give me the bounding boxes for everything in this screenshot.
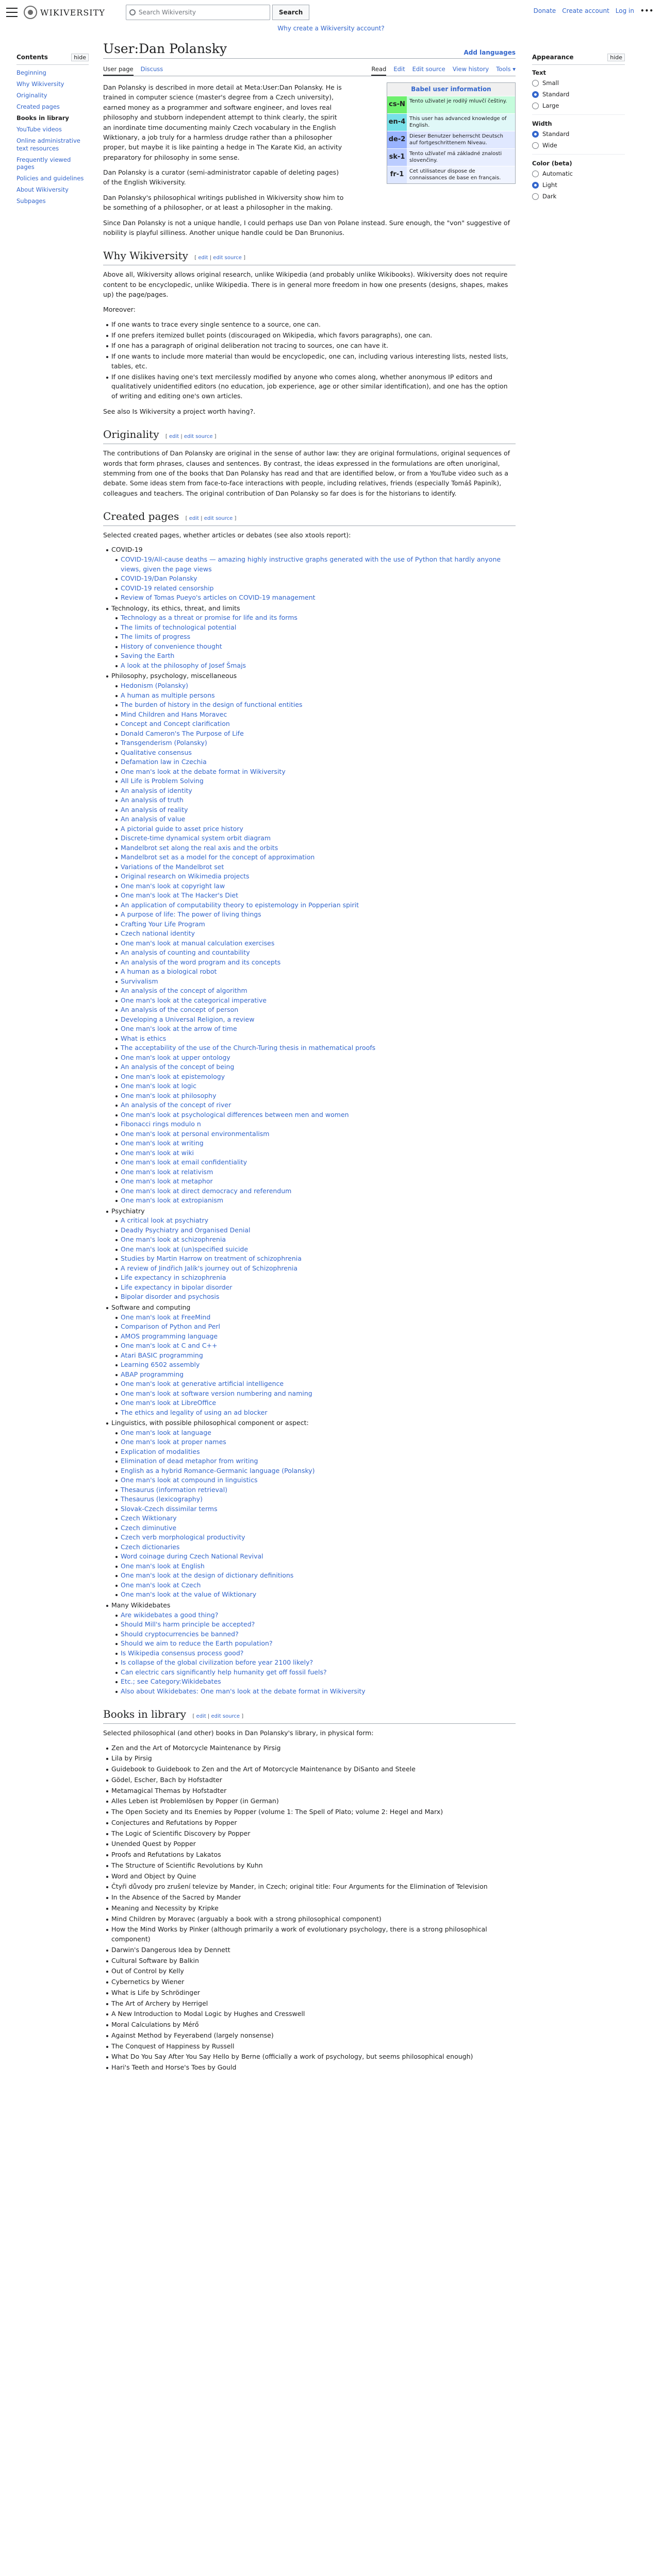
site-logo[interactable]	[24, 6, 105, 19]
babel-text: Tento užívateľ má základné znalosti slovenčiny.	[409, 150, 502, 163]
color-label: Color (beta)	[532, 160, 572, 167]
page-link[interactable]: One man's look at the debate format in Wikiversity	[121, 767, 516, 777]
created-group	[111, 1418, 516, 1600]
why-paragraph: Above all, Wikiversity allows original research, unlike Wikipedia (and probably unlike Wikibooks). Wikiversity does not require content to be encyclopedic, unlike Wikipedia. There is in general more freedom in how one presents (designs, shapes, makes up) the page/pages.	[103, 270, 508, 298]
page-link[interactable]: Elimination of dead metaphor from writing	[121, 1456, 516, 1466]
toc-item[interactable]: YouTube videos	[16, 125, 62, 133]
radio-label: Standard	[542, 130, 570, 138]
page-link[interactable]: Transgenderism (Polansky)	[121, 738, 516, 748]
page-link[interactable]: All Life is Problem Solving	[121, 776, 516, 786]
page-link[interactable]: Should cryptocurrencies be banned?	[121, 1630, 516, 1639]
edit-source-link[interactable]: edit source	[204, 516, 233, 521]
edit-link[interactable]: edit	[169, 434, 179, 440]
book-item: Zen and the Art of Motorcycle Maintenance by Pirsig	[111, 1743, 516, 1753]
tab-discuss[interactable]: Discuss	[140, 65, 163, 73]
table-of-contents	[16, 54, 89, 209]
page-link[interactable]: One man's look at the design of dictionary definitions	[121, 1571, 516, 1581]
page-link[interactable]: A purpose of life: The power of living things	[121, 910, 516, 920]
page-link[interactable]: One man's look at direct democracy and referendum	[121, 1187, 516, 1196]
group-label: Philosophy, psychology, miscellaneous	[111, 672, 237, 680]
personal-tools	[534, 7, 654, 14]
text-size-label: Text	[532, 69, 547, 76]
page-link[interactable]: One man's look at proper names	[121, 1437, 516, 1447]
edit-source-link[interactable]: edit source	[211, 1714, 240, 1720]
book-item: Unended Quest by Popper	[111, 1839, 516, 1849]
book-item: How the Mind Works by Pinker (although primarily a work of evolutionary psychology, there is a strong philosophical component)	[111, 1925, 516, 1944]
radio-icon	[532, 80, 539, 87]
book-item: Word and Object by Quine	[111, 1872, 516, 1882]
page-link[interactable]: COVID-19/Dan Polansky	[121, 574, 516, 584]
page-link[interactable]: One man's look at epistemology	[121, 1072, 516, 1082]
page-link[interactable]: Czech diminutive	[121, 1523, 516, 1533]
page-link[interactable]: Mind Children and Hans Moravec	[121, 710, 516, 720]
page-link[interactable]: An analysis of the word program and its concepts	[121, 958, 516, 968]
radio-icon	[532, 142, 539, 149]
toc-item[interactable]: About Wikiversity	[16, 186, 69, 194]
list-item: If one has a paragraph of original deliberation not tracing to sources, one can have it.	[111, 341, 516, 351]
radio-icon	[532, 182, 539, 189]
page-link[interactable]: Learning 6502 assembly	[121, 1360, 516, 1370]
tab-edit-source[interactable]: Edit source	[412, 65, 445, 73]
page-link[interactable]: One man's look at upper ontology	[121, 1053, 516, 1063]
group-label: Psychiatry	[111, 1207, 145, 1215]
edit-link[interactable]: edit	[189, 516, 199, 521]
babel-text: Dieser Benutzer beherrscht Deutsch auf fortgeschrittenem Niveau.	[409, 133, 503, 146]
create-account-link[interactable]: Create account	[562, 7, 609, 14]
page-link[interactable]: Variations of the Mandelbrot set	[121, 862, 516, 872]
book-item: Cybernetics by Wiener	[111, 1977, 516, 1987]
group-items	[121, 1611, 516, 1697]
page-link[interactable]: One man's look at The Hacker's Diet	[121, 891, 516, 901]
page-link[interactable]: Qualitative consensus	[121, 748, 516, 758]
book-item: Moral Calculations by Mérő	[111, 2020, 516, 2030]
created-group	[111, 1207, 516, 1302]
color-automatic-radio[interactable]	[532, 170, 625, 177]
width-label: Width	[532, 120, 552, 127]
intro-section	[103, 82, 516, 213]
radio-icon	[532, 131, 539, 138]
search-placeholder: Search Wikiversity	[138, 9, 196, 16]
page-link[interactable]: One man's look at generative artificial intelligence	[121, 1379, 516, 1389]
toc-item[interactable]: Subpages	[16, 197, 46, 205]
section-heading-originality: Originality [ edit | edit source ]	[103, 427, 516, 444]
book-item: Guidebook to Guidebook to Zen and the Art of Motorcycle Maintenance by DiSanto and Steele	[111, 1765, 516, 1774]
section-edit-links: [ edit | edit source ]	[165, 434, 217, 440]
toc-item[interactable]: Beginning	[16, 69, 46, 76]
add-languages-button[interactable]: Add languages	[464, 49, 516, 56]
book-item: Mind Children by Moravec (arguably a book with a strong philosophical component)	[111, 1914, 516, 1924]
page-link[interactable]: Word coinage during Czech National Revival	[121, 1552, 516, 1562]
section-edit-links: [ edit | edit source ]	[185, 516, 237, 521]
appearance-panel	[532, 54, 625, 204]
edit-source-link[interactable]: edit source	[213, 255, 242, 261]
babel-row	[387, 96, 515, 113]
page-link[interactable]: One man's look at manual calculation exercises	[121, 939, 516, 948]
page-link[interactable]: One man's look at logic	[121, 1081, 516, 1091]
book-item: Gödel, Escher, Bach by Hofstadter	[111, 1775, 516, 1785]
page-link[interactable]: An analysis of reality	[121, 805, 516, 815]
page-link[interactable]: Fibonacci rings modulo n	[121, 1120, 516, 1129]
toc-item[interactable]: Books in library	[16, 114, 69, 122]
intro-text	[103, 82, 345, 213]
page-link[interactable]: One man's look at compound in linguistics	[121, 1476, 516, 1485]
book-item: What Do You Say After You Say Hello by Berne (officially a work of psychology, but seems philosophical enough)	[111, 2052, 516, 2062]
page-link[interactable]: A critical look at psychiatry	[121, 1216, 516, 1226]
page-link[interactable]: A review of Jindřich Jalík's journey out of Schizophrenia	[121, 1264, 516, 1274]
page-link[interactable]: The limits of technological potential	[121, 623, 516, 633]
page-link[interactable]: The acceptability of the use of the Church-Turing thesis in mathematical proofs	[121, 1043, 516, 1053]
group-label: Linguistics, with possible philosophical component or aspect:	[111, 1419, 309, 1427]
article-body	[103, 82, 516, 2073]
book-item: Conjectures and Refutations by Popper	[111, 1818, 516, 1828]
width-standard-radio[interactable]	[532, 130, 625, 138]
babel-row	[387, 131, 515, 148]
group-items	[121, 613, 516, 670]
babel-code[interactable]: de-2	[387, 131, 407, 148]
page-link[interactable]: Thesaurus (lexicography)	[121, 1495, 516, 1504]
text-standard-radio[interactable]	[532, 91, 625, 98]
list-item: If one prefers itemized bullet points (discouraged on Wikipedia, which favors paragraphs), one can.	[111, 331, 516, 341]
namespace-tabs	[103, 65, 163, 76]
page-link[interactable]: Life expectancy in bipolar disorder	[121, 1283, 516, 1293]
appearance-header	[532, 54, 625, 65]
page-link[interactable]: One man's look at the value of Wiktionary	[121, 1590, 516, 1600]
page-link[interactable]: Discrete-time dynamical system orbit diagram	[121, 834, 516, 843]
page-link[interactable]: History of convenience thought	[121, 642, 516, 652]
intro-paragraph: Dan Polansky is a curator (semi-administrator capable of deleting pages) of the English Wikiversity.	[103, 168, 339, 187]
page-link[interactable]: One man's look at email confidentiality	[121, 1158, 516, 1167]
section-edit-links: [ edit | edit source ]	[192, 1714, 244, 1720]
babel-text: Cet utilisateur dispose de connaissances de base en français.	[409, 168, 501, 181]
page-link[interactable]: Concept and Concept clarification	[121, 719, 516, 729]
toc-item[interactable]: Online administrative text resources	[16, 137, 80, 152]
book-item: Proofs and Refutations by Lakatos	[111, 1850, 516, 1860]
moreover-label: Moreover:	[103, 306, 136, 314]
tab-user-page[interactable]: User page	[103, 65, 134, 76]
created-group	[111, 1601, 516, 1696]
text-small-radio[interactable]	[532, 79, 625, 87]
toc-item[interactable]: Frequently viewed pages	[16, 156, 71, 171]
intro-paragraph: Dan Polansky is described in more detail at Meta:User:Dan Polansky. He is trained in computer science (master's degree from a Czech university), earned money as a programmer and software engineer, and loves real philosophy and stubborn independent attempt to think clearly, the spirit an inordinate time documenting mainly Czech vocabulary in the English Wiktionary, a job truly for a harmless drudge rather than a philosopher proper, but maybe it is like painting a hedge in The Karate Kid, an activity preparatory for philosophy in some sense.	[103, 83, 342, 161]
page-link[interactable]: An analysis of counting and countability	[121, 948, 516, 958]
created-pages-list	[111, 545, 516, 1696]
group-label: Many Wikidebates	[111, 1601, 171, 1609]
book-item: The Art of Archery by Herrigel	[111, 1999, 516, 2009]
site-name: WIKIVERSITY	[40, 7, 105, 18]
group-items	[121, 1313, 516, 1418]
book-item: Alles Leben ist Problemlösen by Popper (in German)	[111, 1797, 516, 1806]
page-link[interactable]: Deadly Psychiatry and Organised Denial	[121, 1226, 516, 1235]
page-link[interactable]: Atari BASIC programming	[121, 1351, 516, 1361]
why-bullet-list	[111, 320, 516, 401]
search-icon	[129, 9, 136, 15]
page-link[interactable]: Review of Tomas Pueyo's articles on COVID-19 management	[121, 593, 516, 603]
page-link[interactable]: One man's look at philosophy	[121, 1091, 516, 1101]
page-link[interactable]: A look at the philosophy of Josef Šmajs	[121, 661, 516, 671]
page-link[interactable]: Hedonism (Polansky)	[121, 681, 516, 691]
page-link[interactable]: One man's look at software version numbering and naming	[121, 1389, 516, 1399]
book-item: In the Absence of the Sacred by Mander	[111, 1893, 516, 1903]
radio-icon	[532, 193, 539, 200]
site-header	[0, 0, 662, 25]
book-item: Darwin's Dangerous Idea by Dennett	[111, 1945, 516, 1955]
page-link[interactable]: Are wikidebates a good thing?	[121, 1611, 516, 1620]
group-label: COVID-19	[111, 546, 143, 554]
toc-header	[16, 54, 89, 65]
tab-read[interactable]: Read	[371, 65, 386, 76]
page-link[interactable]: One man's look at language	[121, 1428, 516, 1438]
page-link[interactable]: One man's look at schizophrenia	[121, 1235, 516, 1245]
toc-list	[16, 69, 89, 205]
page-link[interactable]: The limits of progress	[121, 632, 516, 642]
width-wide-radio[interactable]	[532, 142, 625, 149]
login-link[interactable]: Log in	[615, 7, 634, 14]
books-intro: Selected philosophical (and other) books in Dan Polansky's library, in physical form:	[103, 1729, 374, 1737]
page-link[interactable]: An analysis of the concept of river	[121, 1100, 516, 1110]
toc-item[interactable]: Originality	[16, 91, 47, 99]
radio-label: Automatic	[542, 170, 573, 177]
appearance-title: Appearance	[532, 54, 574, 61]
page-link[interactable]: Is collapse of the global civilization before year 2100 likely?	[121, 1658, 516, 1668]
section-heading-books: Books in library [ edit | edit source ]	[103, 1706, 516, 1724]
page-link[interactable]: An analysis of identity	[121, 786, 516, 796]
babel-row	[387, 148, 515, 166]
page-link[interactable]: Mandelbrot set along the real axis and the orbits	[121, 843, 516, 853]
width-options	[532, 130, 625, 149]
intro-paragraph: Dan Polansky's philosophical writings published in Wikiversity show him to be something of a philosopher, or at least a philosopher in the making.	[103, 193, 344, 212]
group-items	[121, 1428, 516, 1600]
page-link[interactable]: AMOS programming language	[121, 1332, 516, 1342]
toc-item[interactable]: Policies and guidelines	[16, 175, 84, 182]
babel-text: This user has advanced knowledge of English.	[409, 115, 507, 128]
babel-rows	[387, 96, 515, 183]
section-heading-created-pages: Created pages [ edit | edit source ]	[103, 509, 516, 526]
page-link[interactable]: ABAP programming	[121, 1370, 516, 1380]
toc-hide-button[interactable]: hide	[71, 54, 89, 61]
page-link[interactable]: One man's look at copyright law	[121, 882, 516, 891]
see-also: See also Is Wikiversity a project worth having?.	[103, 407, 256, 415]
search-input[interactable]	[126, 5, 270, 20]
page-link[interactable]: One man's look at LibreOffice	[121, 1398, 516, 1408]
page-link[interactable]: A human as a biological robot	[121, 967, 516, 977]
section-heading-why: Why Wikiversity [ edit | edit source ]	[103, 248, 516, 265]
page-link[interactable]: One man's look at personal environmentalism	[121, 1129, 516, 1139]
donate-link[interactable]: Donate	[533, 7, 556, 14]
page-link[interactable]: Czech verb morphological productivity	[121, 1533, 516, 1543]
main-content	[103, 41, 516, 2078]
book-item: Metamagical Themas by Hofstadter	[111, 1786, 516, 1796]
page-link[interactable]: Czech dictionaries	[121, 1543, 516, 1552]
page-link[interactable]: Bipolar disorder and psychosis	[121, 1292, 516, 1302]
book-item: The Conquest of Happiness by Russell	[111, 2042, 516, 2052]
group-items	[121, 1216, 516, 1302]
text-large-radio[interactable]	[532, 102, 625, 109]
page-link[interactable]: One man's look at metaphor	[121, 1177, 516, 1187]
page-link[interactable]: Saving the Earth	[121, 651, 516, 661]
edit-source-link[interactable]: edit source	[184, 434, 213, 440]
page-link[interactable]: One man's look at C and C++	[121, 1341, 516, 1351]
page-link[interactable]: Slovak-Czech dissimilar terms	[121, 1504, 516, 1514]
group-label: Software and computing	[111, 1303, 191, 1311]
book-item: The Structure of Scientific Revolutions by Kuhn	[111, 1861, 516, 1871]
created-group	[111, 545, 516, 602]
page-link[interactable]: Survivalism	[121, 977, 516, 987]
toc-item[interactable]: Created pages	[16, 103, 60, 110]
group-items	[121, 555, 516, 603]
page-link[interactable]: An analysis of truth	[121, 795, 516, 805]
edit-link[interactable]: edit	[196, 1714, 206, 1720]
page-link[interactable]: One man's look at writing	[121, 1139, 516, 1148]
list-item: If one dislikes having one's text mercilessly modified by anyone who comes along, whether anonymous IP editors and qualitatively unidentified editors (no education, job experience, age or other similar identification), and one has the option of writing and editing one's own articles.	[111, 372, 516, 401]
book-item: Cultural Software by Balkin	[111, 1956, 516, 1966]
babel-code[interactable]: en-4	[387, 114, 407, 131]
page-link[interactable]: One man's look at wiki	[121, 1148, 516, 1158]
babel-row	[387, 113, 515, 131]
page-title: User:Dan Polansky	[103, 41, 227, 56]
created-group	[111, 1303, 516, 1417]
page-link[interactable]: Life expectancy in schizophrenia	[121, 1273, 516, 1283]
radio-icon	[532, 171, 539, 177]
page-link[interactable]: Etc.; see Category:Wikidebates	[121, 1677, 516, 1687]
radio-icon	[532, 91, 539, 98]
page-link[interactable]: Technology as a threat or promise for life and its forms	[121, 613, 516, 623]
view-tabs	[371, 65, 516, 76]
page-link[interactable]: Thesaurus (information retrieval)	[121, 1485, 516, 1495]
page-link[interactable]: Also about Wikidebates: One man's look at the debate format in Wikiversity	[121, 1687, 516, 1697]
page-link[interactable]: One man's look at extropianism	[121, 1196, 516, 1206]
page-link[interactable]: A human as multiple persons	[121, 691, 516, 701]
book-item: A New Introduction to Modal Logic by Hughes and Cresswell	[111, 2009, 516, 2019]
page-link[interactable]: An analysis of the concept of algorithm	[121, 986, 516, 996]
tab-edit[interactable]: Edit	[393, 65, 405, 73]
page-link[interactable]: Czech Wiktionary	[121, 1514, 516, 1523]
edit-link[interactable]: edit	[198, 255, 208, 261]
search-form	[126, 5, 309, 20]
toc-item[interactable]: Why Wikiversity	[16, 80, 64, 88]
page-link[interactable]: Defamation law in Czechia	[121, 757, 516, 767]
page-link[interactable]: Mandelbrot set as a model for the concept of approximation	[121, 853, 516, 862]
page-link[interactable]: The burden of history in the design of functional entities	[121, 700, 516, 710]
page-link[interactable]: Original research on Wikimedia projects	[121, 872, 516, 882]
page-link[interactable]: One man's look at English	[121, 1562, 516, 1571]
page-link[interactable]: One man's look at the categorical imperative	[121, 996, 516, 1006]
babel-text: Tento uživatel je rodilý mluvčí češtiny.	[409, 98, 507, 104]
appearance-hide-button[interactable]: hide	[607, 54, 625, 61]
page-link[interactable]: A pictorial guide to asset price history	[121, 824, 516, 834]
babel-box	[387, 82, 516, 184]
radio-label: Small	[542, 79, 559, 87]
book-item: What is Life by Schrödinger	[111, 1988, 516, 1998]
toc-title: Contents	[16, 54, 48, 61]
page-link[interactable]: An analysis of the concept of being	[121, 1062, 516, 1072]
search-button[interactable]: Search	[272, 5, 309, 20]
radio-label: Dark	[542, 193, 557, 200]
page-tabs	[103, 61, 516, 76]
color-light-radio[interactable]	[532, 181, 625, 189]
color-dark-radio[interactable]	[532, 193, 625, 200]
site-notice	[0, 25, 662, 32]
page-link[interactable]: One man's look at psychological differences between men and women	[121, 1110, 516, 1120]
section-edit-links: [ edit | edit source ]	[194, 255, 245, 261]
more-options-icon[interactable]: •••	[640, 7, 654, 14]
page-link[interactable]: One man's look at relativism	[121, 1167, 516, 1177]
create-account-banner-link[interactable]: Why create a Wikiversity account?	[277, 25, 385, 32]
page-link[interactable]: One man's look at FreeMind	[121, 1313, 516, 1323]
page-link[interactable]: Can electric cars significantly help humanity get off fossil fuels?	[121, 1668, 516, 1677]
book-item: The Open Society and Its Enemies by Popper (volume 1: The Spell of Plato; volume 2: Hegel and Marx)	[111, 1807, 516, 1817]
book-item: Out of Control by Kelly	[111, 1967, 516, 1976]
group-items	[121, 681, 516, 1206]
page-link[interactable]: Studies by Martin Harrow on treatment of schizophrenia	[121, 1254, 516, 1264]
title-row	[103, 41, 516, 59]
tab-view-history[interactable]: View history	[452, 65, 489, 73]
page-link[interactable]: COVID-19 related censorship	[121, 584, 516, 594]
book-item: Hari's Teeth and Horse's Toes by Gould	[111, 2063, 516, 2073]
page-link[interactable]: Is Wikipedia consensus process good?	[121, 1649, 516, 1658]
created-group	[111, 604, 516, 671]
page-link[interactable]: One man's look at the arrow of time	[121, 1024, 516, 1034]
color-options	[532, 170, 625, 200]
page-link[interactable]: One man's look at (un)specified suicide	[121, 1245, 516, 1255]
group-label: Technology, its ethics, threat, and limits	[111, 604, 240, 612]
book-item: Meaning and Necessity by Kripke	[111, 1904, 516, 1913]
radio-label: Standard	[542, 91, 570, 98]
created-group	[111, 671, 516, 1205]
page-link[interactable]: Donald Cameron's The Purpose of Life	[121, 729, 516, 739]
page-link[interactable]: Comparison of Python and Perl	[121, 1322, 516, 1332]
page-link[interactable]: Explication of modalities	[121, 1447, 516, 1457]
radio-label: Wide	[542, 142, 557, 149]
wikiversity-logo-icon	[24, 6, 37, 19]
page-link[interactable]: Should Mill's harm principle be accepted?	[121, 1620, 516, 1630]
books-list	[111, 1743, 516, 2073]
page-link[interactable]: Czech national identity	[121, 929, 516, 939]
page-link[interactable]: An application of computability theory to epistemology in Popperian spirit	[121, 901, 516, 910]
list-item: If one wants to include more material than would be encyclopedic, one can, including various interesting lists, nested lists, tables, etc.	[111, 352, 516, 371]
intro-paragraph: Since Dan Polansky is not a unique handle, I could perhaps use Dan von Polane instead. Sure enough, the "von" suggestive of nobility is playful silliness. Another unique handle could be Dan Brunonius.	[103, 218, 510, 236]
main-menu-icon[interactable]	[6, 8, 18, 17]
book-item: The Logic of Scientific Discovery by Popper	[111, 1829, 516, 1839]
created-intro: Selected created pages, whether articles or debates (see also xtools report):	[103, 531, 351, 539]
radio-label: Light	[542, 181, 557, 189]
tab-tools[interactable]: Tools ▾	[496, 65, 516, 73]
babel-title[interactable]: Babel user information	[387, 83, 515, 96]
babel-code[interactable]: sk-1	[387, 149, 407, 166]
book-item: Against Method by Feyerabend (largely nonsense)	[111, 2031, 516, 2041]
list-item: If one wants to trace every single sentence to a source, one can.	[111, 320, 516, 330]
book-item: Čtyři důvody pro zrušení televize by Mander, in Czech; original title: Four Arguments for the Elimination of Television	[111, 1882, 516, 1892]
page-link[interactable]: One man's look at Czech	[121, 1581, 516, 1590]
page-link[interactable]: English as a hybrid Romance-Germanic language (Polansky)	[121, 1466, 516, 1476]
radio-label: Large	[542, 102, 559, 109]
book-item: Lila by Pirsig	[111, 1754, 516, 1764]
originality-paragraph: The contributions of Dan Polansky are original in the sense of author law: they are original formulations, original sequences of words that form phrases, clauses and sentences. By contrast, the ideas expressed in the formulations are often unoriginal, stemming from one of the books that Dan Polansky has read and that are identified below, or from a YouTube video such as a debate. Some ideas stem from face-to-face interactions with people, including relatives, friends (especially Tomáš Papiník), colleagues and teachers. The original contribution of Dan Polansky so far does is for the historians to identify.	[103, 449, 510, 497]
page-link[interactable]: Developing a Universal Religion, a review	[121, 1015, 516, 1025]
babel-code[interactable]: cs-N	[387, 96, 407, 113]
page-link[interactable]: COVID-19/All-cause deaths — amazing highly instructive graphs generated with the use of Python that hardly anyone views, given the page views	[121, 555, 516, 574]
page-link[interactable]: What is ethics	[121, 1034, 516, 1044]
babel-row	[387, 166, 515, 183]
page-link[interactable]: Crafting Your Life Program	[121, 920, 516, 929]
page-link[interactable]: Should we aim to reduce the Earth population?	[121, 1639, 516, 1649]
babel-code[interactable]: fr-1	[387, 166, 407, 183]
page-link[interactable]: An analysis of value	[121, 815, 516, 824]
text-size-options	[532, 79, 625, 109]
radio-icon	[532, 103, 539, 109]
page-link[interactable]: An analysis of the concept of person	[121, 1005, 516, 1015]
page-link[interactable]: The ethics and legality of using an ad blocker	[121, 1408, 516, 1418]
